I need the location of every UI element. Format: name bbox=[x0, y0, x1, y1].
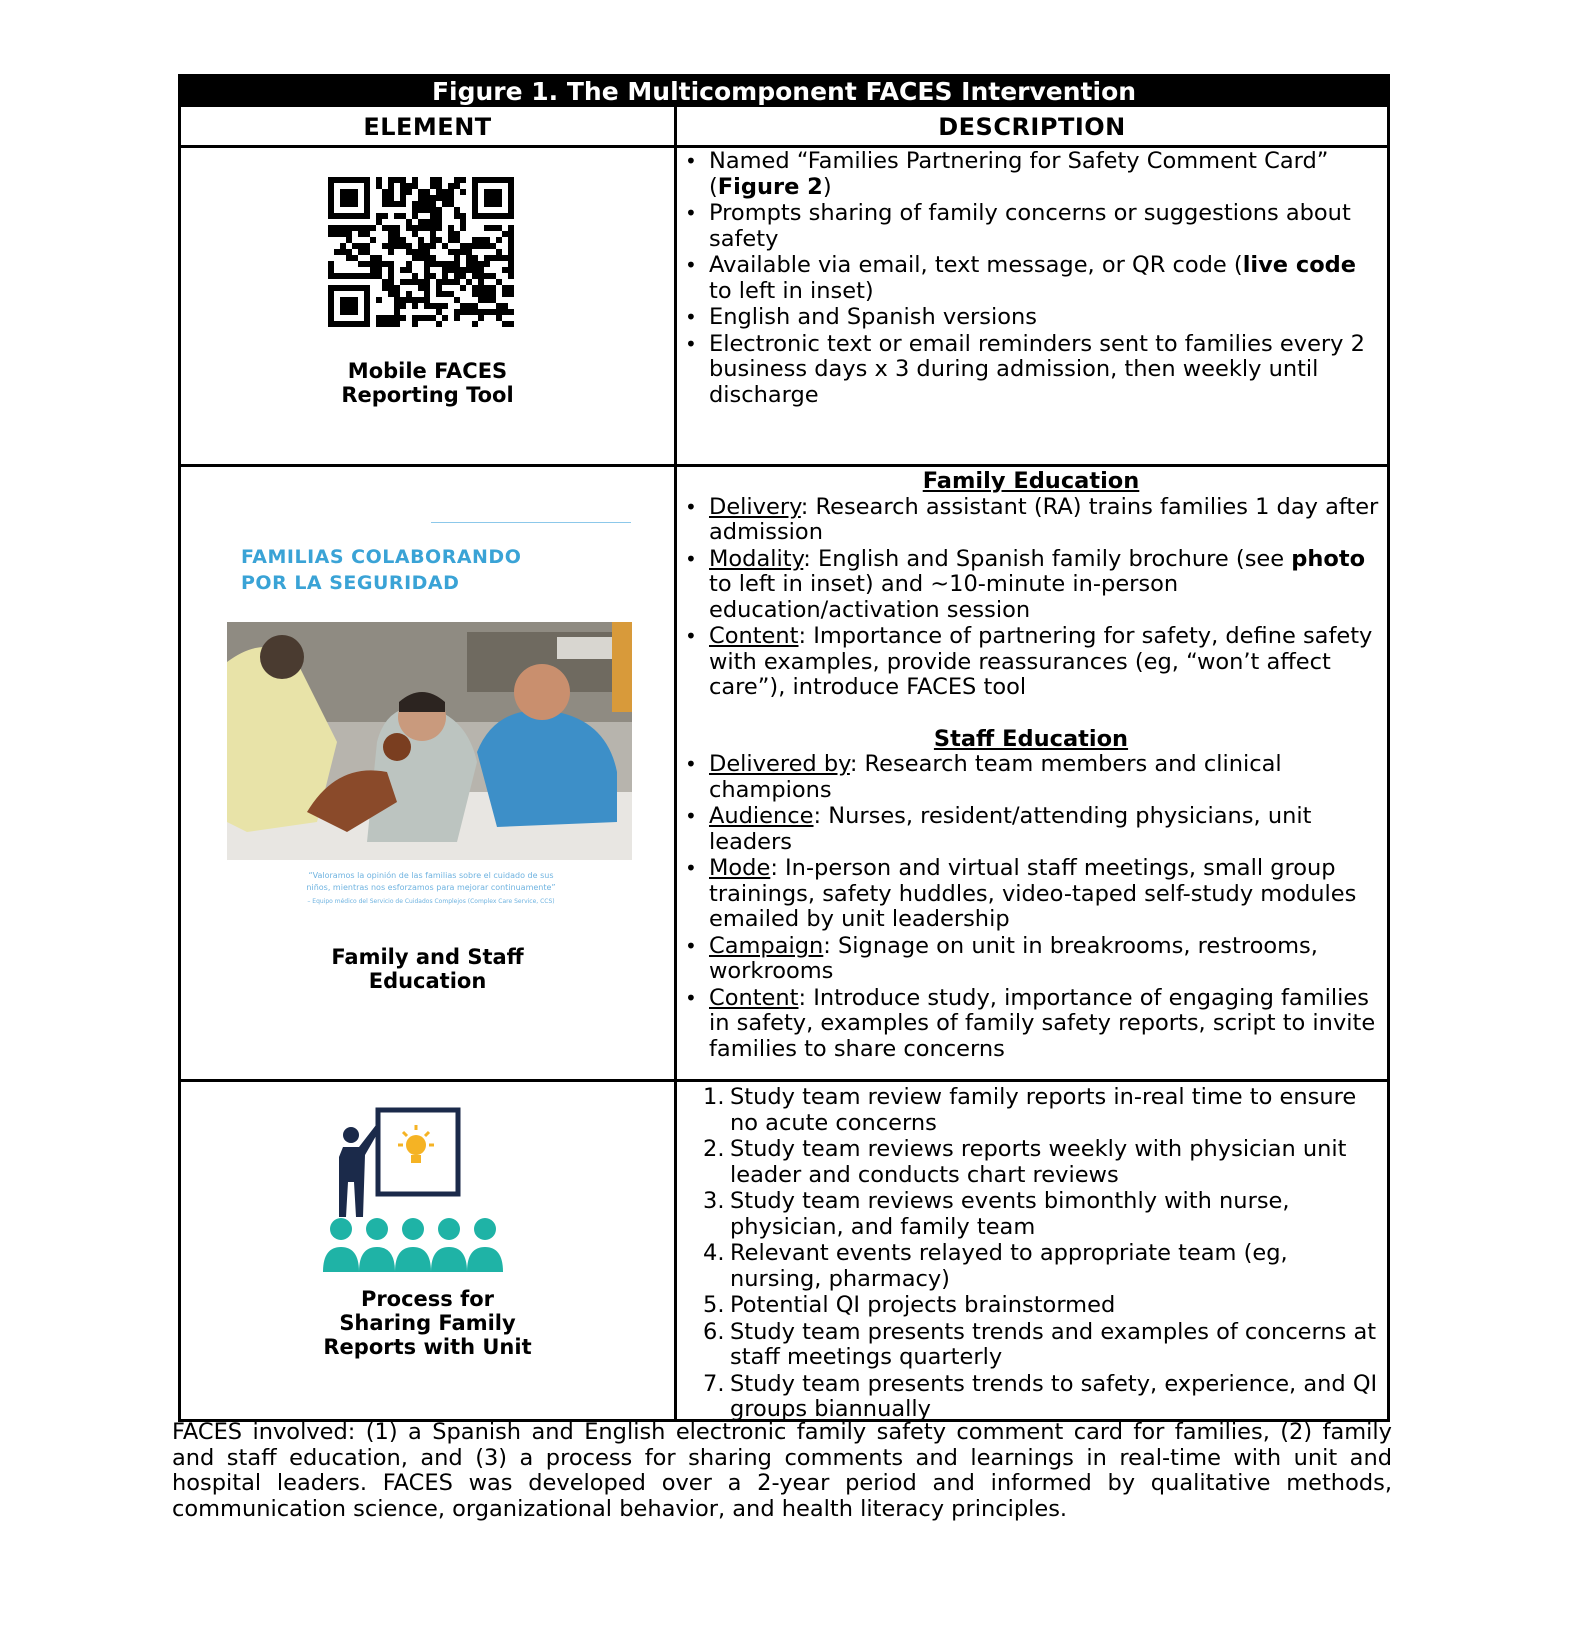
label-line: Mobile FACES bbox=[347, 359, 508, 383]
brochure-quote: “Valoramos la opinión de las familias sobre el cuidado de sus bbox=[308, 871, 554, 880]
family-education-list bbox=[683, 495, 1379, 701]
label-line: Reports with Unit bbox=[323, 1335, 532, 1359]
figure-table bbox=[178, 74, 1390, 1422]
term: Mode bbox=[709, 855, 771, 881]
term: Delivery bbox=[709, 493, 801, 520]
process-step: 1. Study team review family reports in-real time to ensure no acute concerns bbox=[683, 1085, 1379, 1136]
term: Delivered by bbox=[709, 751, 850, 777]
list-item: • Modality: English and Spanish family brochure (see photo to left in inset) and ~10-minute in-person education/activation session bbox=[683, 547, 1379, 624]
element-label-tool bbox=[181, 359, 674, 407]
process-step: 3. Study team reviews events bimonthly with nurse, physician, and family team bbox=[683, 1189, 1379, 1240]
list-item: • Content: Introduce study, importance of engaging families in safety, examples of family safety reports, script to invite families to share concerns bbox=[683, 986, 1379, 1063]
term: Modality bbox=[709, 545, 804, 572]
list-item: • Content: Importance of partnering for safety, define safety with examples, provide reassurances (eg, “won’t affect care”), introduce FACES tool bbox=[683, 624, 1379, 701]
term: Campaign bbox=[709, 932, 824, 959]
element-label-education bbox=[181, 945, 674, 993]
column-header-description: DESCRIPTION bbox=[938, 113, 1126, 141]
process-step: 6. Study team presents trends and examples of concerns at staff meetings quarterly bbox=[683, 1320, 1379, 1371]
process-element-cell bbox=[181, 1082, 674, 1422]
figure-title: Figure 1. The Multicomponent FACES Intervention bbox=[181, 77, 1387, 107]
element-label-process bbox=[181, 1287, 674, 1359]
process-description bbox=[683, 1085, 1379, 1424]
figure-caption: FACES involved: (1) a Spanish and English electronic family safety comment card for families, (2) family and staff education, and (3) a process for sharing comments and learnings in real-time with unit and hospital leaders. FACES was developed over a 2-year period and informed by qualitative methods, communication science, organizational behavior, and health literacy principles. bbox=[172, 1419, 1392, 1522]
list-item: • Electronic text or email reminders sent to families every 2 business days x 3 during admission, then weekly until discharge bbox=[683, 332, 1379, 409]
tool-description bbox=[683, 149, 1379, 409]
term: Content bbox=[709, 623, 799, 649]
process-step: 4. Relevant events relayed to appropriate team (eg, nursing, pharmacy) bbox=[683, 1241, 1379, 1292]
label-line: Reporting Tool bbox=[341, 383, 514, 407]
column-divider bbox=[674, 107, 677, 1419]
staff-education-heading: Staff Education bbox=[933, 725, 1129, 752]
staff-education-list bbox=[683, 752, 1379, 1062]
list-item: • Delivered by: Research team members and clinical champions bbox=[683, 752, 1379, 803]
list-item: • Campaign: Signage on unit in breakrooms, restrooms, workrooms bbox=[683, 934, 1379, 985]
list-item: • Available via email, text message, or QR code (live code to left in inset) bbox=[683, 253, 1379, 304]
column-header-element: ELEMENT bbox=[363, 113, 492, 141]
presentation-icon bbox=[321, 1107, 521, 1277]
brochure-title: FAMILIAS COLABORANDO bbox=[241, 546, 522, 568]
label-line: Family and Staff bbox=[331, 945, 524, 969]
brochure-quote-attribution: – Equipo médico del Servicio de Cuidados Complejos (Complex Care Service, CCS) bbox=[307, 898, 555, 905]
list-item: • Prompts sharing of family concerns or suggestions about safety bbox=[683, 201, 1379, 252]
education-element-cell bbox=[181, 467, 674, 1079]
education-description bbox=[683, 469, 1379, 1063]
family-education-heading: Family Education bbox=[922, 468, 1140, 494]
term: Audience bbox=[709, 803, 814, 829]
term: Content bbox=[709, 984, 799, 1011]
process-step: 2. Study team reviews reports weekly with physician unit leader and conducts chart reviews bbox=[683, 1137, 1379, 1188]
list-item: • Delivery: Research assistant (RA) trains families 1 day after admission bbox=[683, 495, 1379, 546]
process-step: 7. Study team presents trends to safety, experience, and QI groups biannually bbox=[683, 1372, 1379, 1423]
label-line: Process for bbox=[360, 1287, 495, 1311]
family-brochure-image bbox=[221, 522, 641, 922]
qr-code-icon[interactable] bbox=[328, 177, 514, 327]
brochure-rule bbox=[431, 522, 631, 523]
list-item: • Mode: In-person and virtual staff meetings, small group trainings, safety huddles, video-taped self-study modules emailed by unit leadership bbox=[683, 856, 1379, 933]
list-item: • Named “Families Partnering for Safety Comment Card” (Figure 2) bbox=[683, 149, 1379, 200]
label-line: Sharing Family bbox=[339, 1311, 516, 1335]
list-item: • English and Spanish versions bbox=[683, 305, 1379, 331]
brochure-quote: niños, mientras nos esforzamos para mejorar continuamente” bbox=[306, 883, 556, 892]
list-item: • Audience: Nurses, resident/attending physicians, unit leaders bbox=[683, 804, 1379, 855]
process-steps-list bbox=[683, 1085, 1379, 1423]
process-step: 5. Potential QI projects brainstormed bbox=[683, 1293, 1379, 1319]
label-line: Education bbox=[368, 969, 487, 993]
brochure-photo bbox=[227, 622, 632, 860]
brochure-title: POR LA SEGURIDAD bbox=[241, 572, 460, 594]
